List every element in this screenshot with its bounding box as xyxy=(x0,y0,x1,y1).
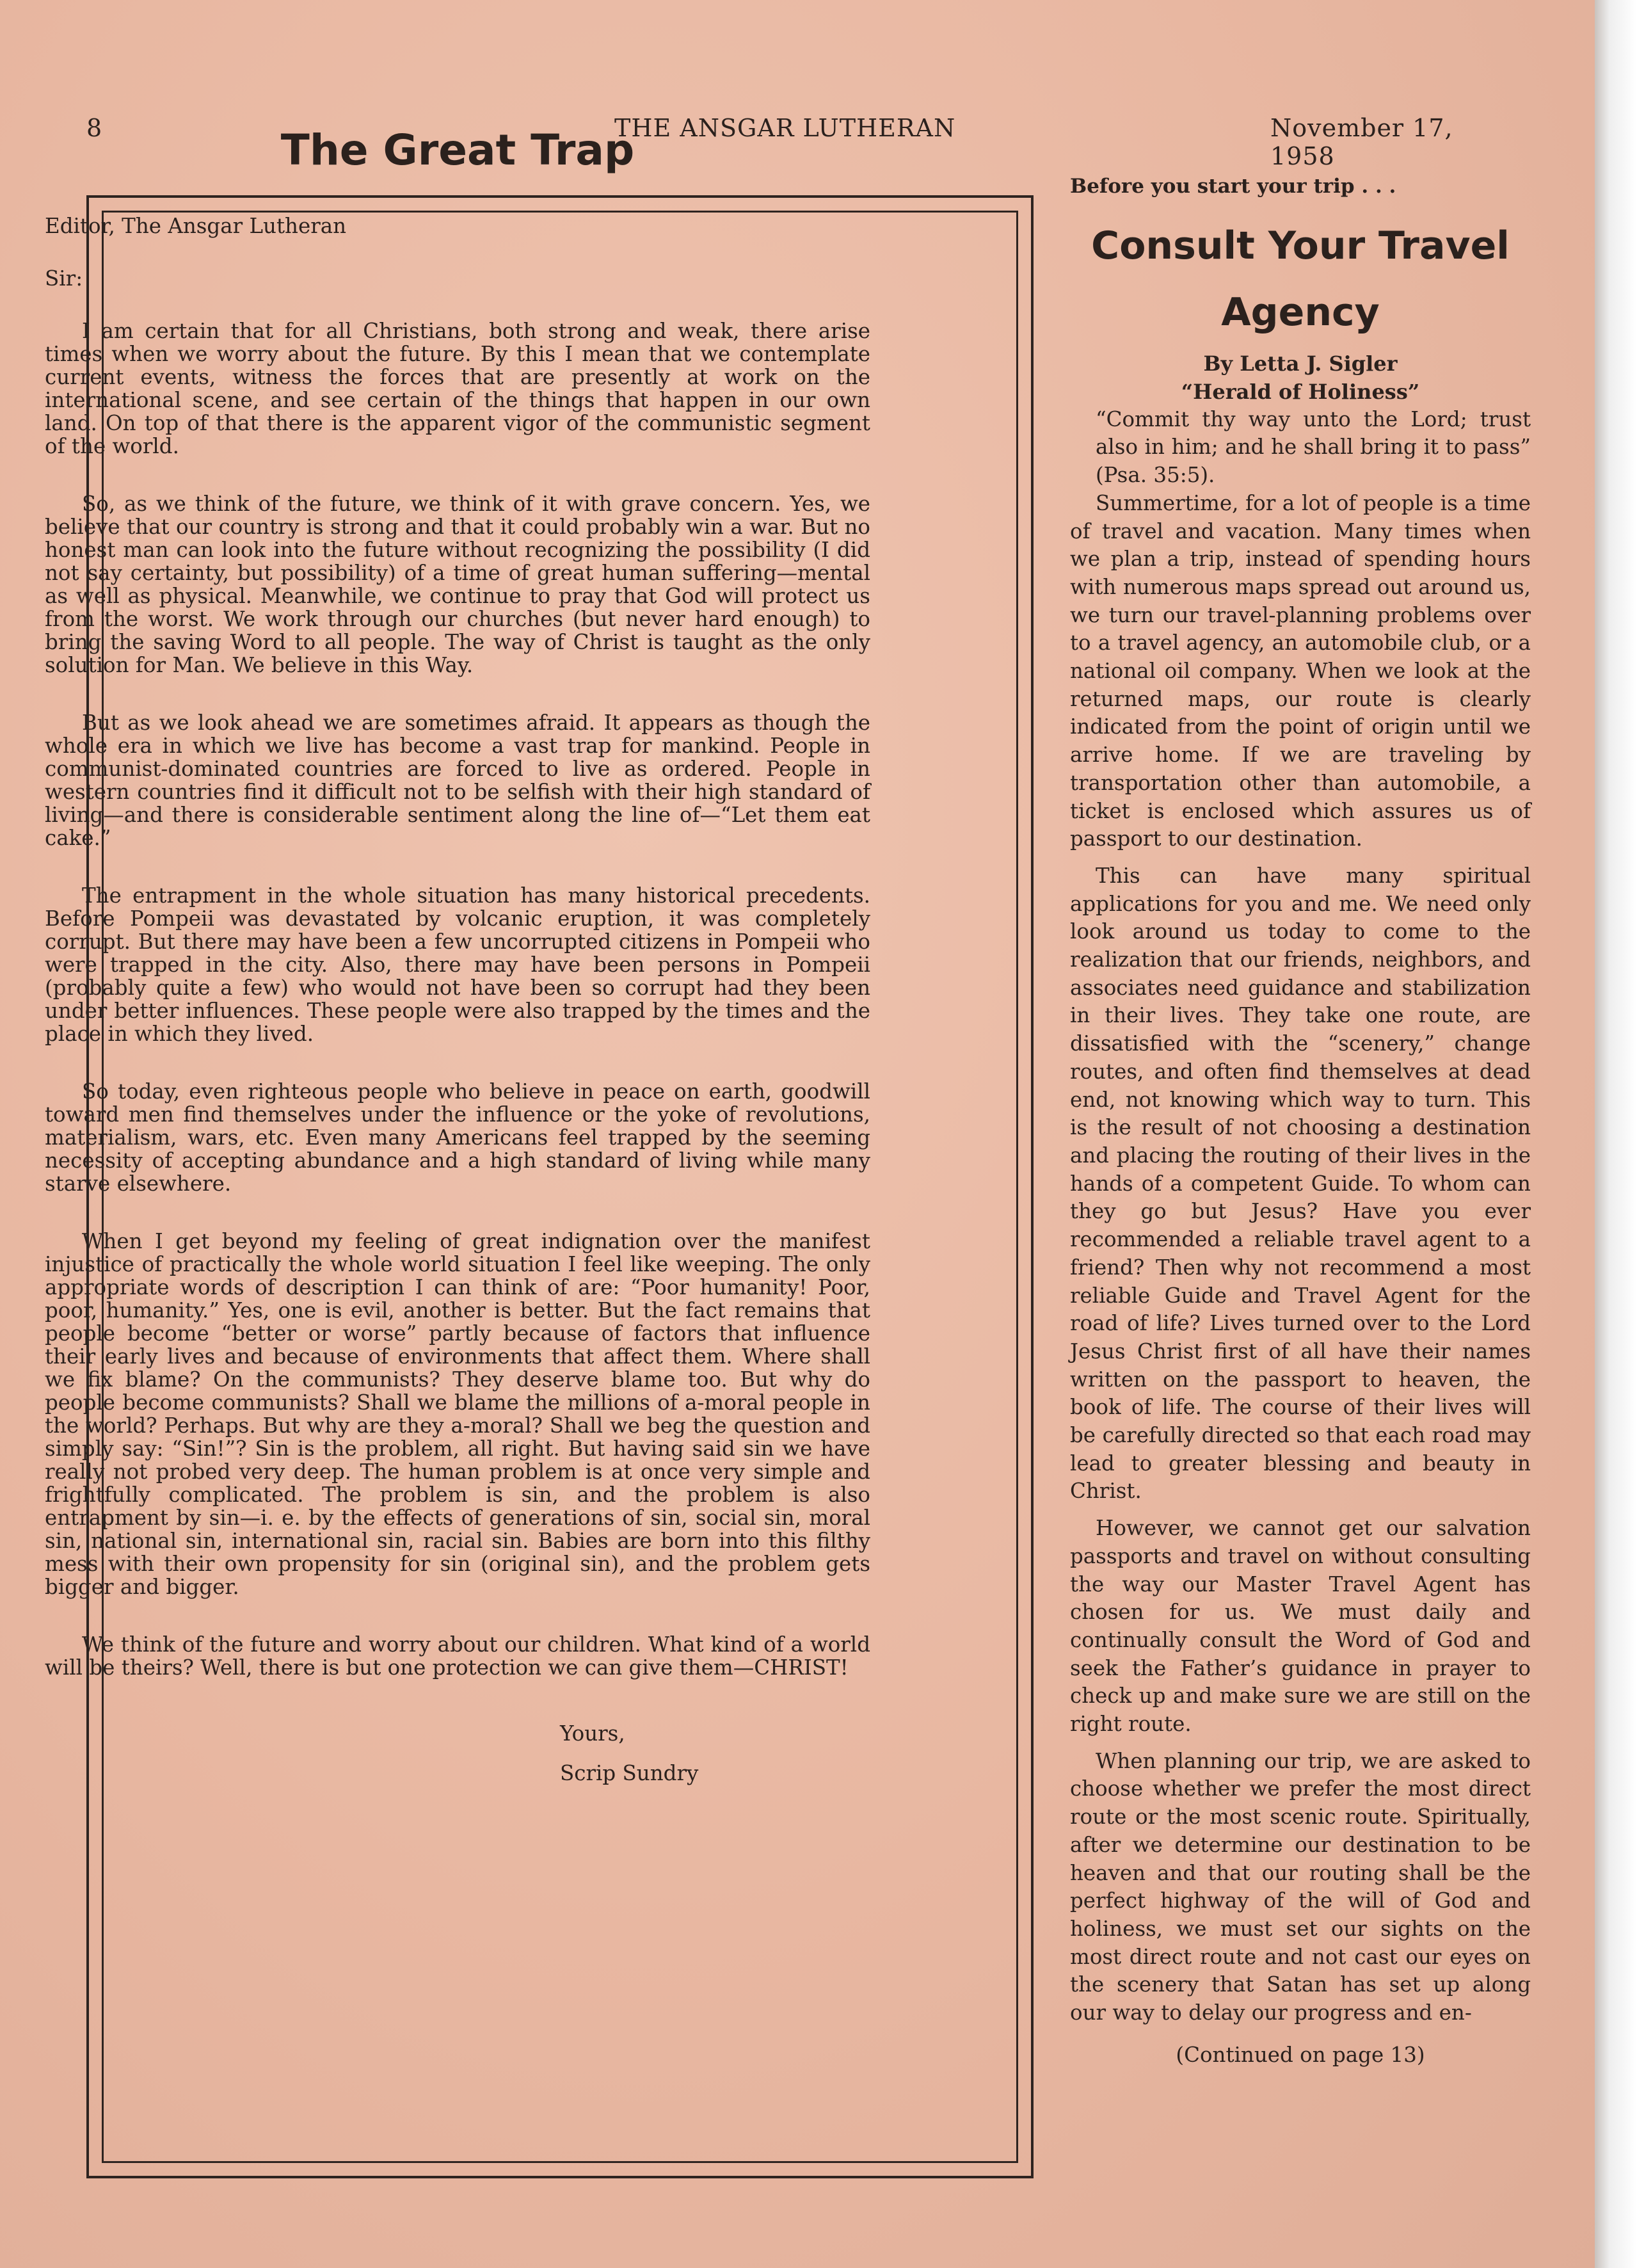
issue-date: November 17, 1958 xyxy=(1270,114,1453,170)
letter-paragraph: When I get beyond my feeling of great indignation over the manifest injustice of practically the whole world situation I feel like weeping. The only appropriate words of description I can think of are: “Poor humanity! Poor, poor, humanity.” Yes, one is evil, another is better. But the fact remains that people become “better or worse” partly because of factors that influence their early lives and because of environments that affect them. Where shall we fix blame? On the communists? They deserve blame too. But why do people become communists? Shall we blame the millions of a-moral people in the world? Perhaps. But why are they a-moral? Shall we beg the question and simply say: “Sin!”? Sin is the problem, all right. But having said sin we have really not probed very deep. The human problem is at once very simple and frightfully complicated. The problem is sin, and the problem is also entrapment by sin—i. e. by the effects of generations of sin, social sin, moral sin, national sin, international sin, racial sin. Babies are born into this filthy mess with their own propensity for sin (original sin), and the problem gets bigger and bigger. xyxy=(45,1229,870,1599)
letter-addressee: Editor, The Ansgar Lutheran xyxy=(45,214,347,238)
letter-headline: The Great Trap xyxy=(280,125,635,175)
article-kicker: Before you start your trip . . . xyxy=(1070,175,1396,198)
continued-notice: (Continued on page 13) xyxy=(1176,2042,1425,2067)
travel-article xyxy=(1070,173,1531,2069)
letter-salutation: Sir: xyxy=(45,266,83,291)
letter-signature: Scrip Sundry xyxy=(560,1761,699,1785)
letter-signoff xyxy=(560,1714,870,1793)
letter-paragraph: So, as we think of the future, we think of it with grave concern. Yes, we believe that our country is strong and that it could probably win a war. But no honest man can look into the future without recognizing the possibility (I did not say certainty, but possibility) of a time of great human suffering—mental as well as physical. Meanwhile, we continue to pray that God will protect us from the worst. We work through our churches (but never hard enough) to bring the saving Word to all people. The way of Christ is taught as the only solution for Man. We believe in this Way. xyxy=(45,492,870,677)
page-number: 8 xyxy=(86,114,103,142)
article-paragraph: However, we cannot get our salvation passports and travel on without consulting the way our Master Travel Agent has chosen for us. We must daily and continually consult the Word of God and seek the Father’s guidance in prayer to check up and make sure we are still on the right route. xyxy=(1070,1516,1531,1737)
article-headline: Consult Your Travel Agency xyxy=(1091,223,1510,335)
article-paragraph: Summertime, for a lot of people is a time of travel and vacation. Many times when we plan a trip, instead of spending hours with numerous maps spread out around us, we turn our travel-planning problems over to a travel agency, an automobile club, or a national oil company. When we look at the returned maps, our route is clearly indicated from the point of origin until we arrive home. If we are traveling by transportation other than automobile, a ticket is enclosed which assures us of passport to our destination. xyxy=(1070,490,1531,851)
letter-paragraph: The entrapment in the whole situation has many historical precedents. Before Pompeii was devastated by volcanic eruption, it was completely corrupt. But there may have been a few uncorrupted citizens in Pompeii who were trapped in the city. Also, there may have been persons in Pompeii (probably quite a few) who would not have been so corrupt had they been under better influences. These people were also trapped by the times and the place in which they lived. xyxy=(45,883,870,1046)
article-paragraph: When planning our trip, we are asked to choose whether we prefer the most direct route or the most scenic route. Spiritually, after we determine our destination to be heaven and that our routing shall be the perfect highway of the will of God and holiness, we must set our sights on the most direct route and not cast our eyes on the scenery that Satan has set up along our way to delay our progress and en- xyxy=(1070,1748,1531,2025)
publication-title: THE ANSGAR LUTHERAN xyxy=(614,114,956,142)
letter-paragraph: But as we look ahead we are sometimes afraid. It appears as though the whole era in which we live has become a vast trap for mankind. People in communist-dominated countries are forced to live as ordered. People in western countries find it difficult not to be selfish with their high standard of living—and there is considerable sentiment along the line of—“Let them eat cake.” xyxy=(45,711,870,850)
article-byline: By Letta J. Sigler xyxy=(1203,351,1398,376)
article-epigraph: “Commit thy way unto the Lord; trust also in him; and he shall bring it to pass” (Psa. 35:5). xyxy=(1096,406,1531,488)
letter-paragraph: So today, even righteous people who believe in peace on earth, goodwill toward men find themselves under the influence or the yoke of revolutions, materialism, wars, etc. Even many Americans feel trapped by the seeming necessity of accepting abundance and a high standard of living while many starve elsewhere. xyxy=(45,1079,870,1196)
letter-paragraph: We think of the future and worry about our children. What kind of a world will be theirs? Well, there is but one protection we can give them—CHRIST! xyxy=(45,1632,870,1680)
article-paragraph: This can have many spiritual applications for you and me. We need only look around us today to come to the realization that our friends, neighbors, and associates need guidance and stabilization in their lives. They take one route, are dissatisfied with the “scenery,” change routes, and often find themselves at dead end, not knowing which way to turn. This is the result of not choosing a destination and placing the routing of their lives in the hands of a competent Guide. To whom can they go but Jesus? Have you ever recommended a reliable travel agent to a friend? Then why not recommend a most reliable Guide and Travel Agent for the road of life? Lives turned over to the Lord Jesus Christ first of all have their names written on the passport to heaven, the book of life. The course of their lives will be carefully directed so that each road may lead to greater blessing and beauty in Christ. xyxy=(1070,863,1531,1504)
letter-closing: Yours, xyxy=(560,1721,625,1746)
letter-paragraph: I am certain that for all Christians, both strong and weak, there arise times when we worry about the future. By this I mean that we contemplate current events, witness the forces that are presently at work on the international scene, and see certain of the things that happen in our own land. On top of that there is the apparent vigor of the communistic segment of the world. xyxy=(45,319,870,458)
scan-background-edge xyxy=(1595,0,1637,2268)
letter-to-editor xyxy=(45,125,870,1793)
article-source: “Herald of Holiness” xyxy=(1181,379,1420,404)
